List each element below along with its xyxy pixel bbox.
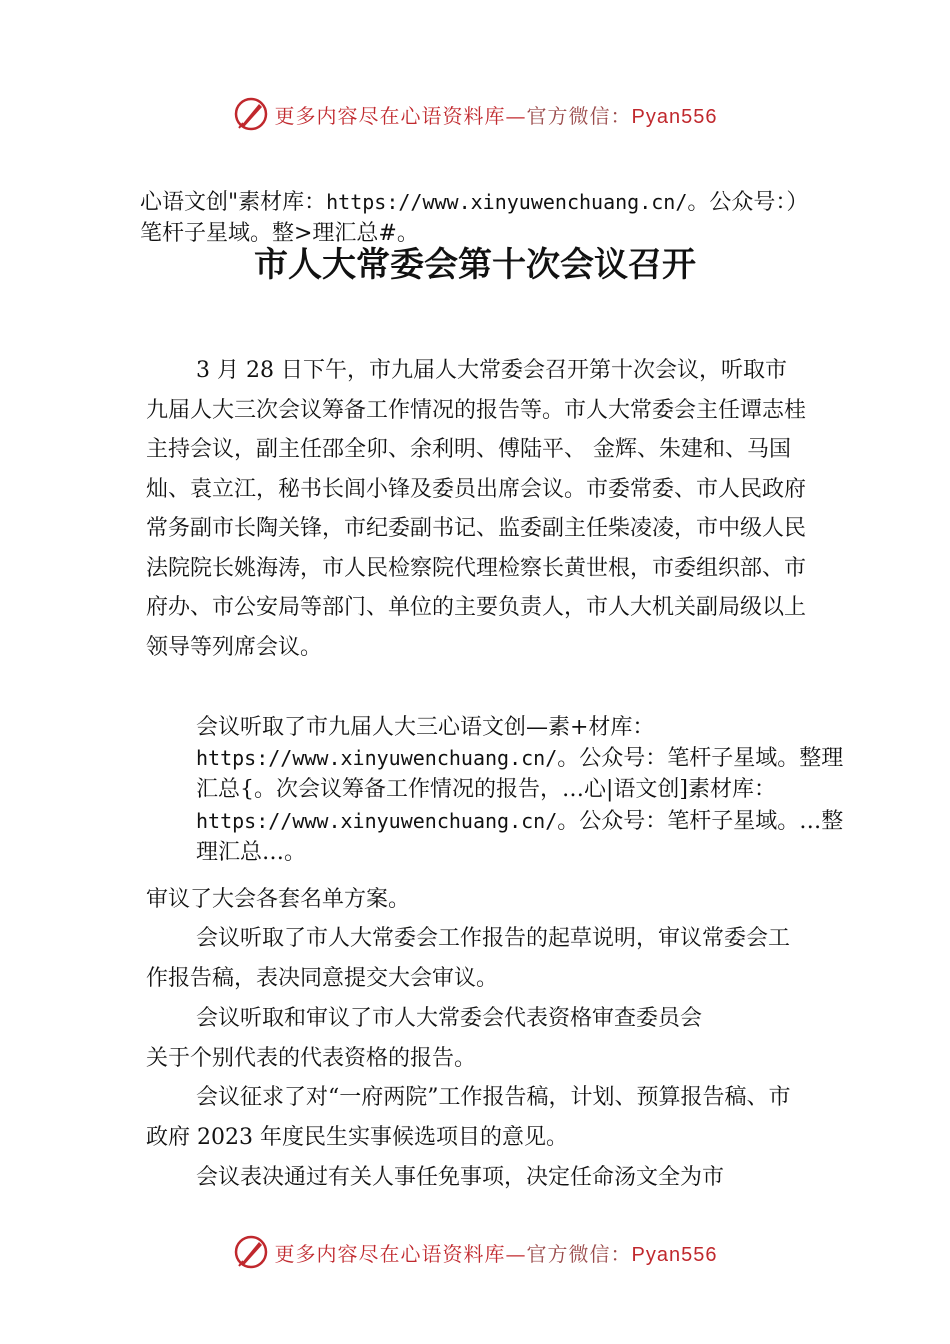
bottom-watermark-banner: [0, 1232, 950, 1272]
paragraph-3: 审议了大会各套名单方案。: [146, 887, 411, 912]
quill-pen-seal-icon: [233, 1234, 269, 1270]
paragraph-4: 会议听取了市人大常委会工作报告的起草说明，审议常委会工作报告稿，表决同意提交大会审议。: [146, 926, 791, 991]
paragraph-5: 会议听取和审议了市人大常委会代表资格审查委员会 关于个别代表的代表资格的报告。: [146, 1006, 703, 1071]
paragraph-2: 会议听取了市九届人大三心语文创—素+材库：https://www.xinyuwenchuang.cn/。公众号：笔杆子星域。整理汇总{。次会议筹备工作情况的报告，…心|语文创]素材库：https://www.xinyuwenchuang.cn/。公众号：笔杆子星域。…整理汇总…。: [196, 715, 844, 865]
paragraph-6: 会议征求了对“一府两院”工作报告稿，计划、预算报告稿、市政府 2023 年度民生实事候选项目的意见。: [146, 1085, 791, 1150]
banner-text: 更多内容尽在心语资料库—官方微信：Pyan556: [274, 103, 718, 128]
header-note: 心语文创"素材库：https://www.xinyuwenchuang.cn/。公众号：）笔杆子星域。整>理汇总#。: [140, 190, 809, 246]
quill-pen-seal-icon: [233, 96, 269, 132]
paragraph-7: 会议表决通过有关人事任免事项，决定任命汤文全为市: [196, 1165, 725, 1190]
top-watermark-banner: [0, 94, 950, 134]
document-title: 市人大常委会第十次会议召开: [254, 245, 696, 285]
paragraph-1: 3 月 28 日下午，市九届人大常委会召开第十次会议，听取市九届人大三次会议筹备工作情况的报告等。市人大常委会主任谭志桂主持会议，副主任邵全卯、余利明、傅陆平、 金辉、朱建和、马国灿、袁立江，秘书长闾小锋及委员出席会议。市委常委、市人民政府常务副市长陶关锋，市纪委副书记、监委副主任柴凌凌，市中级人民法院院长姚海涛，市人民检察院代理检察长黄世根，市委组织部、市府办、市公安局等部门、单位的主要负责人，市人大机关副局级以上领导等列席会议。: [146, 358, 807, 660]
banner-text: 更多内容尽在心语资料库—官方微信：Pyan556: [274, 1241, 718, 1266]
